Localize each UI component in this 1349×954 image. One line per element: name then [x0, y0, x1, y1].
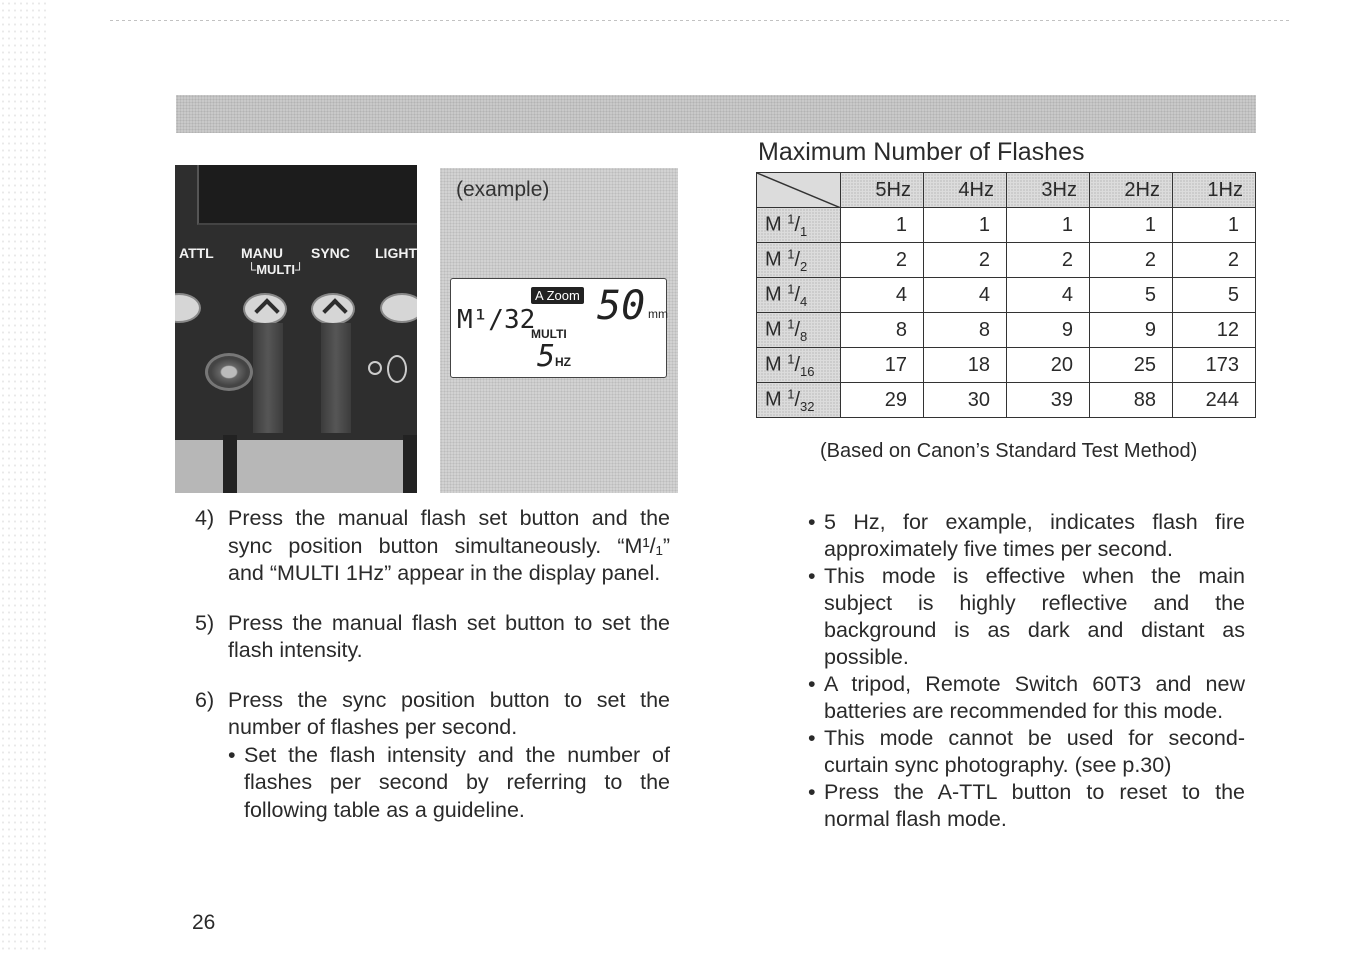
fraction-numerator: 1: [787, 281, 795, 297]
fraction-numerator: 1: [787, 246, 795, 262]
fraction-denominator: 32: [800, 398, 815, 414]
table-cell: 173: [1173, 348, 1256, 383]
instructions: [195, 505, 670, 846]
column-header: 5Hz: [841, 173, 924, 208]
step-number: 4): [195, 506, 215, 530]
camera-label-manu: MANU: [241, 245, 283, 261]
page-edge-texture: [0, 0, 48, 954]
lcd-window: [197, 165, 417, 225]
table-cell: 25: [1090, 348, 1173, 383]
step-text: Press the manual flash set button and the sync position button simultaneously. “M¹/₁” and “MULTI 1Hz” appear in the display panel.: [228, 506, 670, 585]
table-cell: 1: [1173, 208, 1256, 243]
table-cell: 2: [841, 243, 924, 278]
finger-left: [253, 323, 283, 433]
fraction-denominator: 4: [800, 293, 808, 309]
camera-label-multi: └MULTI┘: [247, 262, 305, 277]
fraction-numerator: 1: [787, 211, 795, 227]
table-cell: 8: [841, 313, 924, 348]
lcd-display: [450, 278, 667, 378]
table-cell: 18: [924, 348, 1007, 383]
table-title: Maximum Number of Flashes: [758, 138, 1085, 166]
table-cell: 1: [924, 208, 1007, 243]
table-cell: 1: [1007, 208, 1090, 243]
table-cell: 5: [1090, 278, 1173, 313]
table-row: [757, 208, 1256, 243]
row-label: M: [765, 283, 782, 306]
intensity-fraction: $^1/_{32}$: [787, 386, 815, 414]
top-rule: [110, 20, 1290, 21]
note-bullet: • This mode cannot be used for second-curtain sync photography. (see p.30): [808, 725, 1245, 779]
row-label: M: [765, 213, 782, 236]
table-cell: 9: [1007, 313, 1090, 348]
intensity-fraction: $^1/_4$: [787, 281, 808, 309]
row-header: [757, 243, 841, 278]
column-header: 3Hz: [1007, 173, 1090, 208]
row-header: [757, 278, 841, 313]
intensity-fraction: $^1/_1$: [787, 211, 808, 239]
step-number: 5): [195, 610, 215, 635]
indicator-ring-large: [387, 355, 407, 383]
row-header: [757, 348, 841, 383]
table-header-row: [757, 173, 1256, 208]
header-band: [176, 95, 1256, 133]
table-cell: 5: [1173, 278, 1256, 313]
note-bullet: • Press the A-TTL button to reset to the normal flash mode.: [808, 779, 1245, 833]
table-corner-cell: [757, 173, 841, 208]
note-bullet: • This mode is effective when the main subject is highly reflective and the background is as dark and distant as possible.: [808, 563, 1245, 671]
table-cell: 8: [924, 313, 1007, 348]
table-cell: 2: [1007, 243, 1090, 278]
fraction-denominator: 2: [800, 258, 808, 274]
photo-bottom: [175, 440, 417, 493]
fraction-denominator: 8: [800, 328, 808, 344]
indicator-ring: [368, 361, 382, 375]
intensity-fraction: $^1/_8$: [787, 316, 808, 344]
table-row: [757, 348, 1256, 383]
table-cell: 9: [1090, 313, 1173, 348]
table-cell: 244: [1173, 383, 1256, 418]
step-text: Press the manual flash set button to set the flash intensity.: [228, 610, 670, 662]
column-header: 2Hz: [1090, 173, 1173, 208]
table-cell: 17: [841, 348, 924, 383]
camera-photo: [175, 165, 417, 493]
fraction-numerator: 1: [787, 316, 795, 332]
step-6: [195, 687, 670, 825]
table-cell: 2: [924, 243, 1007, 278]
lcd-hz-value: 5: [537, 339, 556, 374]
table-cell: 4: [924, 278, 1007, 313]
row-header: [757, 313, 841, 348]
ready-lamp: [205, 353, 253, 391]
table-cell: 1: [841, 208, 924, 243]
mount-foot-left: [223, 435, 237, 493]
fraction-denominator: 1: [800, 223, 808, 239]
row-header: [757, 383, 841, 418]
fraction-denominator: 16: [800, 363, 815, 379]
step-sub-bullet: • Set the flash intensity and the number of flashes per second by referring to the following table as a guideline.: [228, 742, 670, 825]
lcd-focal-length: 50: [597, 283, 646, 329]
step-number: 6): [195, 687, 215, 712]
camera-label-attl: ATTL: [179, 245, 214, 261]
row-label: M: [765, 353, 782, 376]
finger-right: [321, 323, 351, 433]
table-cell: 2: [1090, 243, 1173, 278]
table-cell: 1: [1090, 208, 1173, 243]
table-cell: 20: [1007, 348, 1090, 383]
table-cell: 4: [1007, 278, 1090, 313]
table-row: [757, 243, 1256, 278]
lcd-zoom-badge: A Zoom: [531, 287, 584, 304]
row-header: [757, 208, 841, 243]
lcd-unit: mm: [648, 307, 668, 321]
step-4: [195, 505, 670, 588]
attl-button: [175, 293, 201, 323]
fraction-numerator: 1: [787, 386, 795, 402]
intensity-fraction: $^1/_2$: [787, 246, 808, 274]
column-header: 1Hz: [1173, 173, 1256, 208]
row-label: M: [765, 388, 782, 411]
row-label: M: [765, 248, 782, 271]
table-cell: 29: [841, 383, 924, 418]
intensity-fraction: $^1/_{16}$: [787, 351, 815, 379]
row-label: M: [765, 318, 782, 341]
table-cell: 2: [1173, 243, 1256, 278]
lcd-multi: MULTI: [531, 327, 567, 341]
table-cell: 39: [1007, 383, 1090, 418]
fraction-numerator: 1: [787, 351, 795, 367]
step-5: [195, 610, 670, 665]
table-note: (Based on Canon’s Standard Test Method): [820, 440, 1198, 462]
flash-count-table: [756, 172, 1256, 418]
diagonal-line-icon: [757, 173, 841, 208]
table-cell: 88: [1090, 383, 1173, 418]
table-cell: 4: [841, 278, 924, 313]
light-button: [380, 293, 417, 323]
table-row: [757, 313, 1256, 348]
table-row: [757, 278, 1256, 313]
lcd-mode: M¹/32: [457, 305, 536, 335]
table-cell: 12: [1173, 313, 1256, 348]
page-number: 26: [192, 911, 216, 934]
table-cell: 30: [924, 383, 1007, 418]
lcd-hz-unit: HZ: [555, 355, 571, 369]
example-panel: [440, 168, 678, 493]
manual-flash-set-button: [243, 293, 287, 325]
note-bullet: • 5 Hz, for example, indicates flash fire approximately five times per second.: [808, 509, 1245, 563]
note-bullet: • A tripod, Remote Switch 60T3 and new batteries are recommended for this mode.: [808, 671, 1245, 725]
column-header: 4Hz: [924, 173, 1007, 208]
mount-foot-right: [403, 435, 417, 493]
step-text: Press the sync position button to set the number of flashes per second.: [228, 687, 670, 739]
sync-position-button: [311, 293, 355, 325]
camera-label-sync: SYNC: [311, 245, 350, 261]
table-row: [757, 383, 1256, 418]
notes-list: [808, 509, 1245, 833]
example-label: (example): [456, 178, 550, 201]
camera-label-light: LIGHT: [375, 245, 417, 261]
